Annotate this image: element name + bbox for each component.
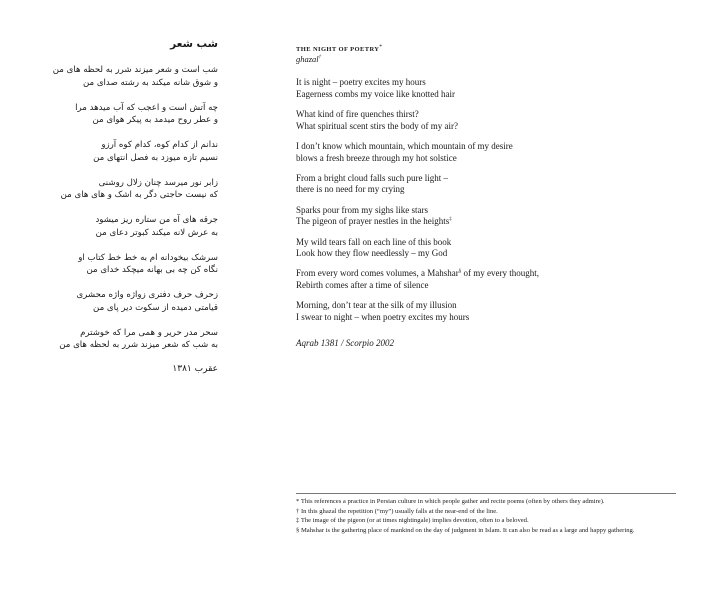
- english-line-text: My wild tears fall on each line of this book: [296, 236, 452, 247]
- persian-poem: [40, 38, 218, 374]
- english-line-text: Rebirth comes after a time of silence: [296, 280, 429, 291]
- english-line-text: Eagerness combs my voice like knotted hair: [296, 88, 455, 99]
- persian-line: قیامتی دمیده از سکوت دیر پای من: [93, 302, 218, 313]
- english-title: [296, 46, 676, 53]
- footnote: * This references a practice in Persian culture in which people gather and recite poems (often by others they admire).: [296, 498, 605, 505]
- english-line-text: Look how they flow needlessly – my God: [296, 248, 448, 259]
- footnote-mark: §: [458, 269, 462, 275]
- persian-line: سحر مدر حریر و همی مرا که خوشترم: [80, 327, 218, 338]
- english-line-text: The pigeon of prayer nestles in the heights: [296, 216, 450, 227]
- persian-line: زابر نور میرسد چنان زلال روشنی: [98, 177, 218, 188]
- english-line-text: From a bright cloud falls such pure light –: [296, 172, 448, 183]
- persian-line: نگاه کن چه بی بهانه میچکد خدای من: [86, 265, 218, 275]
- persian-line: چه آتش است و اعجب که آب میدهد مرا: [75, 102, 218, 113]
- footnotes: [296, 493, 676, 535]
- persian-stanzas: [40, 64, 218, 352]
- persian-line: نسیم تازه میوزد به فصل انتهای من: [93, 152, 218, 163]
- english-stanza: [296, 268, 676, 291]
- footnote: § Mahshar is the gathering place of mankind on the day of judgment in Islam. It can also be read as a large and happy gathering.: [296, 526, 635, 534]
- english-line: [296, 173, 676, 185]
- english-stanza: [296, 109, 676, 132]
- english-line: [296, 300, 676, 312]
- persian-line: شب است و شعر میزند شرر به لحظه های من: [52, 65, 218, 75]
- english-line: [296, 237, 676, 249]
- english-line-text: Morning, don’t tear at the silk of my illusion: [296, 300, 457, 311]
- persian-stanza: [40, 177, 218, 202]
- english-stanza: [296, 77, 676, 100]
- persian-date: عقرب ۱۳۸۱: [172, 364, 218, 374]
- english-line-text: What kind of fire quenches thirst?: [296, 108, 419, 119]
- footnote: † In this ghazal the repetition (“my”) usually falls at the near-end of the line.: [296, 507, 498, 515]
- english-stanza: [296, 173, 676, 196]
- english-line-text: From every word comes volumes, a Mahshar: [296, 268, 459, 279]
- persian-line: جرقه های آه من ستاره ریز میشود: [95, 215, 218, 225]
- english-date: Aqrab 1381 / Scorpio 2002: [296, 337, 394, 348]
- persian-line: ندانم از کدام کوه، کدام کوه آرزو: [101, 140, 218, 150]
- english-line: [296, 141, 676, 153]
- persian-stanza: [40, 214, 218, 239]
- persian-line: به شب که شعر میزند شرر به لحظه های من: [59, 340, 218, 350]
- english-line-text: blows a fresh breeze through my hot solstice: [296, 152, 457, 163]
- english-stanza: [296, 237, 676, 260]
- english-subtitle-text: ghazal: [296, 54, 319, 64]
- persian-stanza: [40, 102, 218, 127]
- english-stanza: [296, 300, 676, 323]
- english-line: [296, 77, 676, 89]
- english-stanza: [296, 141, 676, 164]
- title-footnote-mark: *: [379, 44, 383, 50]
- english-line: [296, 248, 676, 260]
- persian-stanza: [40, 289, 218, 314]
- persian-stanza: [40, 64, 218, 89]
- english-line-text: I don’t know which mountain, which mountain of my desire: [296, 140, 513, 151]
- subtitle-footnote-mark: †: [318, 55, 322, 61]
- persian-line: به عرش لانه میکند کبوتر دعای من: [95, 227, 218, 238]
- english-line: [296, 153, 676, 165]
- english-poem: [296, 46, 676, 348]
- english-line: [296, 184, 676, 196]
- footnote: ‡ The image of the pigeon (or at times nightingale) implies devotion, often to a beloved.: [296, 517, 529, 525]
- footnote-mark: ‡: [449, 217, 452, 223]
- english-line: [296, 205, 676, 217]
- persian-stanza: [40, 327, 218, 352]
- english-stanzas: [296, 77, 676, 324]
- english-line: [296, 109, 676, 121]
- english-line: [296, 216, 676, 228]
- persian-line: زحرف حرف دفتری زواژه واژه محشری: [76, 290, 218, 300]
- english-subtitle: [296, 54, 676, 64]
- english-line: [296, 89, 676, 101]
- english-line-text: Sparks pour from my sighs like stars: [296, 204, 428, 215]
- english-stanza: [296, 205, 676, 228]
- english-line-text: It is night – poetry excites my hours: [296, 77, 426, 87]
- english-line-text: I swear to night – when poetry excites my hours: [296, 312, 470, 323]
- persian-stanza: [40, 252, 218, 277]
- persian-line: و عطر روح میدمد به پیکر هوای من: [92, 115, 218, 125]
- persian-line: که نیست حاجتی دگر به اشک و های های من: [60, 190, 218, 200]
- english-line: [296, 280, 676, 292]
- persian-line: سرشک بیخودانه ام به خط خط کتاب او: [78, 252, 218, 263]
- english-line-text-after: of my every thought,: [461, 268, 539, 279]
- persian-line: و شوق شانه میکند به رشته صدای من: [82, 77, 218, 88]
- persian-title: شب شعر: [170, 38, 218, 50]
- english-line-text: What spiritual scent stirs the body of my air?: [296, 120, 458, 131]
- english-line: [296, 312, 676, 324]
- english-line-text: there is no need for my crying: [296, 184, 405, 195]
- english-line: [296, 121, 676, 133]
- persian-stanza: [40, 139, 218, 164]
- english-title-text: THE NIGHT OF POETRY: [296, 46, 380, 53]
- english-line: [296, 268, 676, 280]
